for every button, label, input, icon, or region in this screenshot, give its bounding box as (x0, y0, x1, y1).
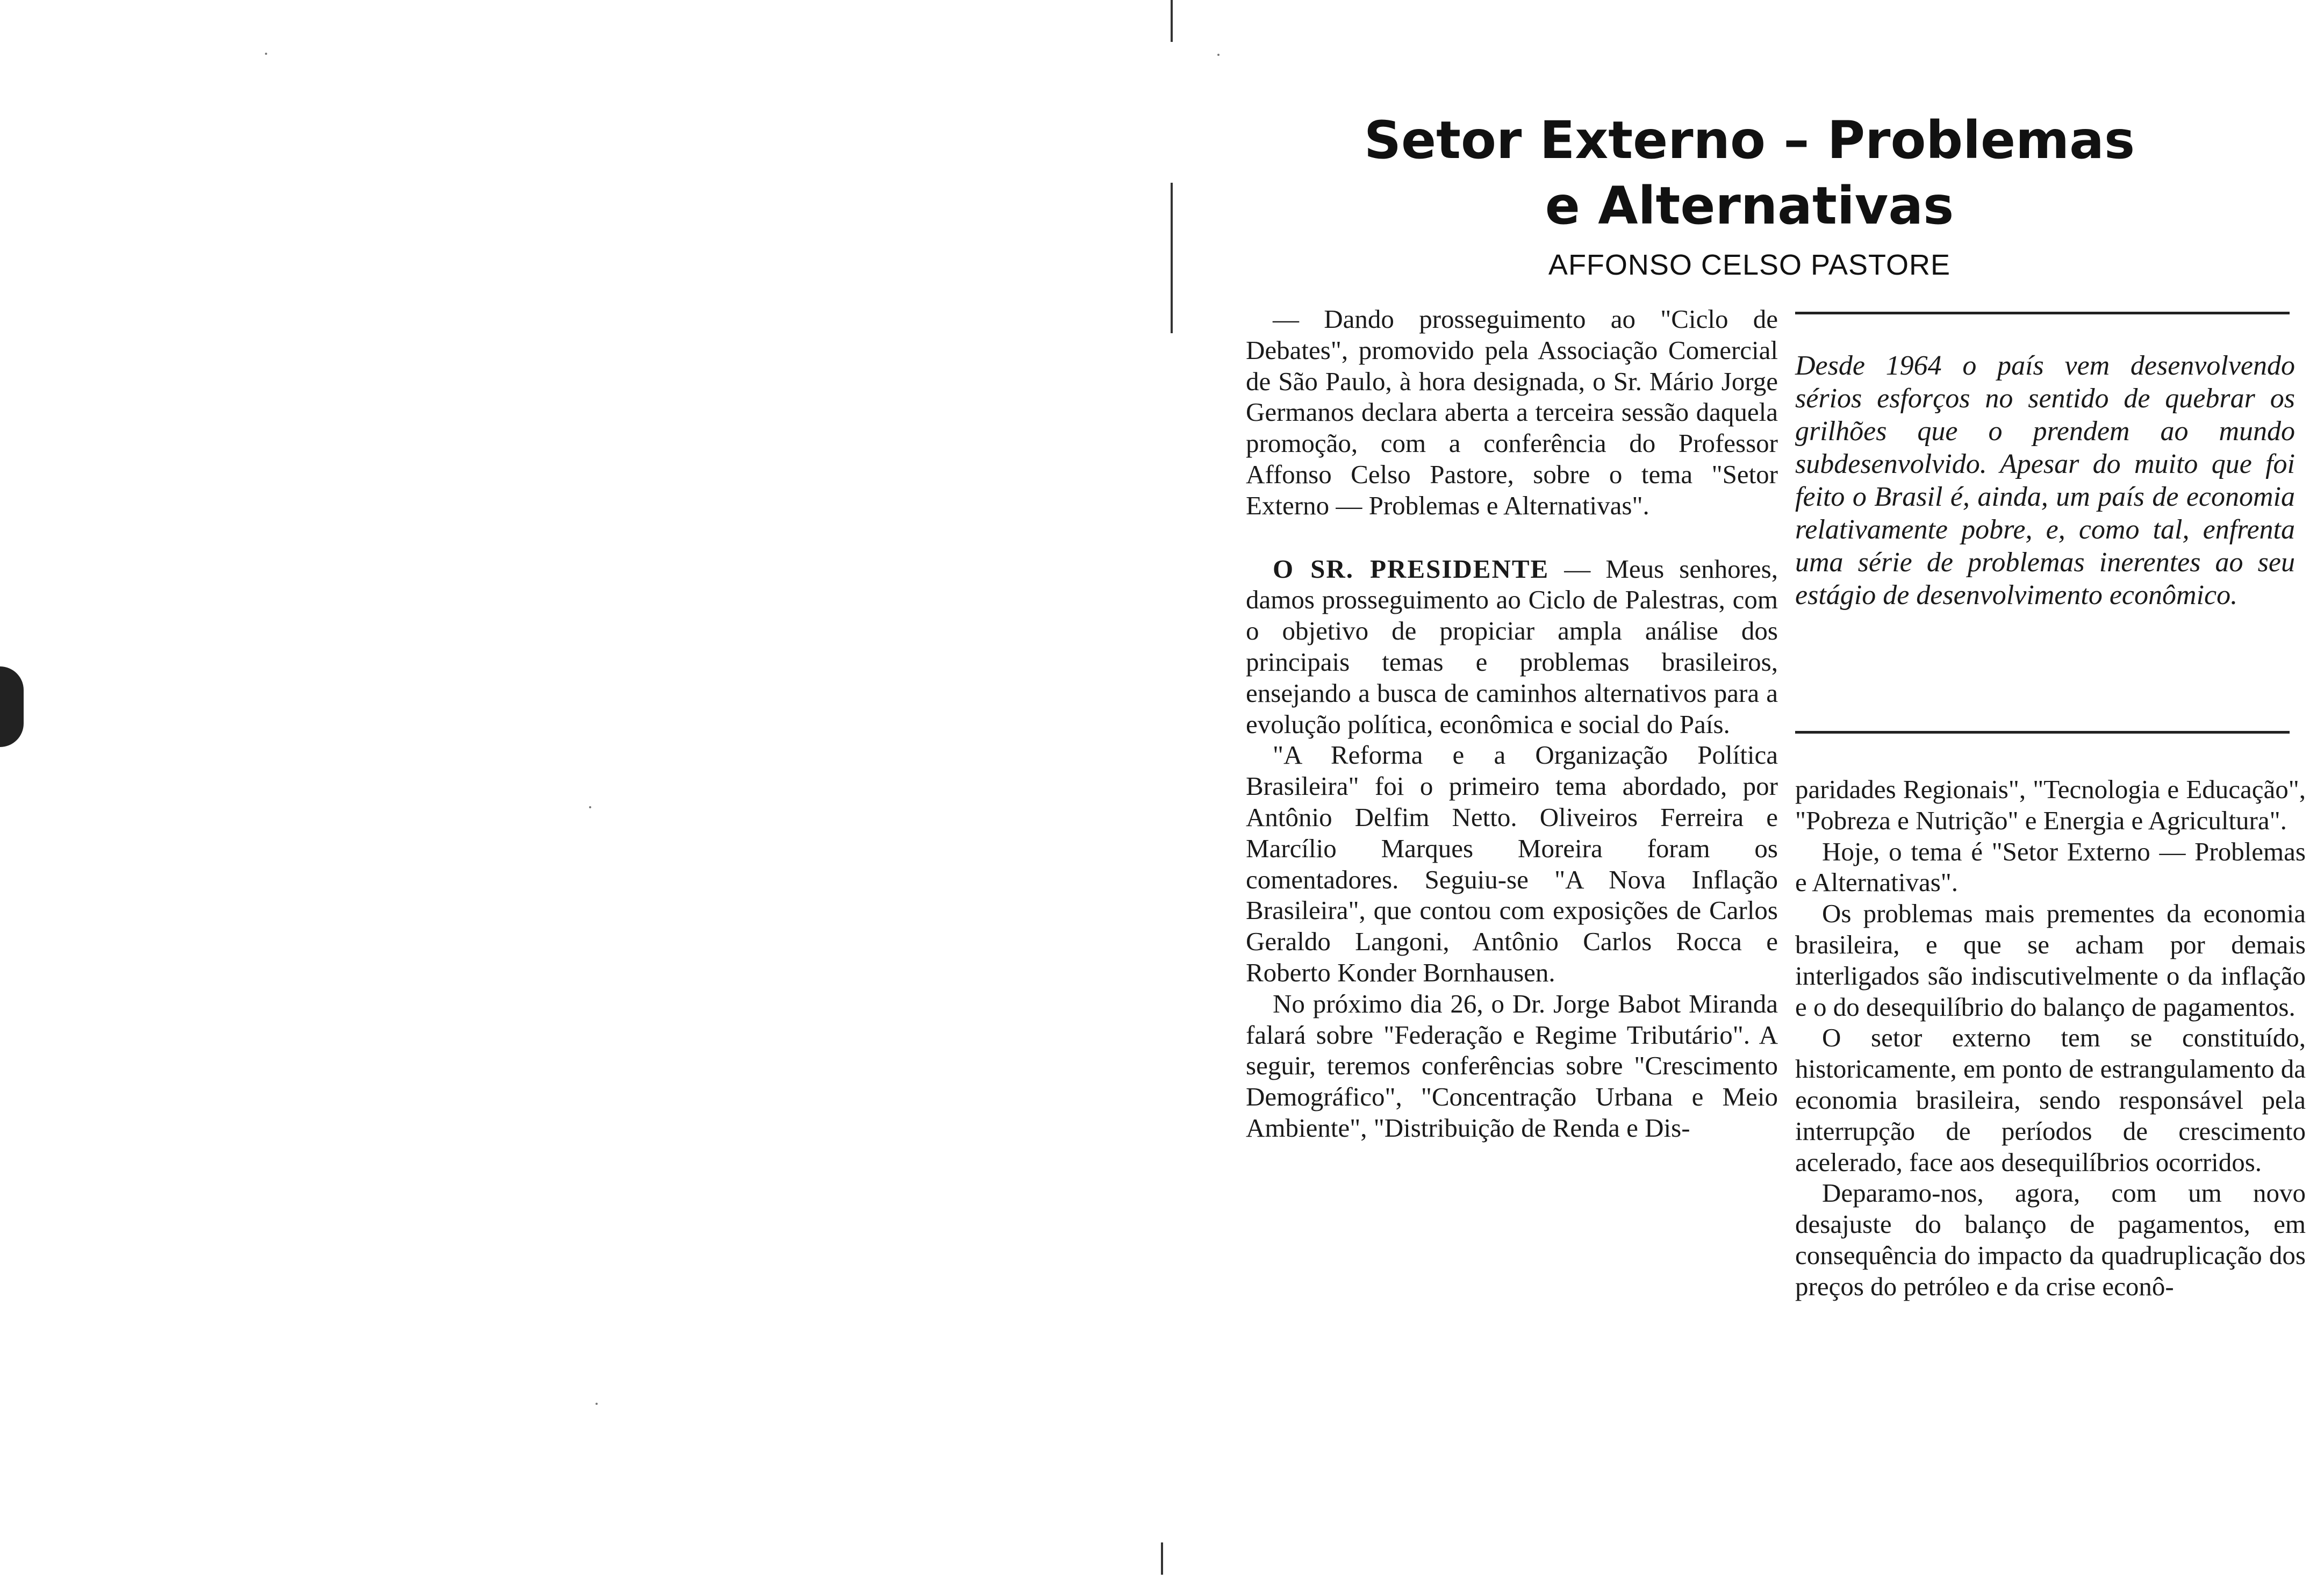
title-line-2: e Alternativas (1545, 176, 1954, 236)
pull-quote: Desde 1964 o país vem desenvolvendo sérios esforços no sentido de quebrar os grilhões que o prendem ao mundo subdesenvolvido. Apesar do muito que foi feito o Brasil é, ainda, um país de economia relativamente pobre, e, como tal, enfrenta uma série de problemas inerentes ao seu estágio de desenvolvimento econômico. (1795, 350, 2295, 611)
body-paragraph: Deparamo-nos, agora, com um novo desajuste do balanço de pagamentos, em consequência do impacto da quadruplicação dos preços do petróleo e da crise econô- (1795, 1178, 2306, 1301)
gutter-line (1171, 0, 1173, 42)
body-paragraph: Os problemas mais prementes da economia brasileira, e que se acham por demais interligados são indiscutivelmente o da inflação e o do desequilíbrio do balanço de pagamentos. (1795, 899, 2306, 1022)
scan-speck (1217, 54, 1220, 56)
body-paragraph: Hoje, o tema é "Setor Externo — Problemas e Alternativas". (1795, 836, 2306, 898)
body-paragraph: paridades Regionais", "Tecnologia e Educação", "Pobreza e Nutrição" e Energia e Agricultura". (1795, 774, 2306, 835)
speaker-text: — Meus senhores, damos prosseguimento ao Ciclo de Palestras, com o objetivo de propiciar ampla análise dos principais temas e problemas brasileiros, ensejando a busca de caminhos alternativos para a evolução política, econômica e social do País. (1246, 554, 1778, 739)
body-paragraph: "A Reforma e a Organização Política Brasileira" foi o primeiro tema abordado, por Antônio Delfim Netto. Oliveiros Ferreira e Marcílio Marques Moreira foram os comentadores. Seguiu-se "A Nova Inflação Brasileira", que contou com exposições de Carlos Geraldo Langoni, Antônio Carlos Rocca e Roberto Konder Bornhausen. (1246, 740, 1778, 987)
article-title (1290, 107, 2209, 239)
speaker-name: O SR. PRESIDENTE (1273, 554, 1550, 584)
quote-bottom-rule (1795, 731, 2290, 734)
president-paragraph (1246, 554, 1778, 740)
body-paragraph: O setor externo tem se constituído, historicamente, em ponto de estrangulamento da economia brasileira, sendo responsável pela interrupção de períodos de crescimento acelerado, face aos desequilíbrios ocorridos. (1795, 1023, 2306, 1177)
article-author: AFFONSO CELSO PASTORE (1548, 249, 1951, 281)
left-column (1246, 304, 1778, 1144)
gutter-line (1171, 183, 1173, 333)
scan-speck (589, 806, 591, 808)
scan-speck (265, 53, 267, 55)
right-column (1795, 774, 2306, 1302)
scan-speck (596, 1403, 598, 1405)
gutter-line (1161, 1542, 1163, 1575)
quote-top-rule (1795, 312, 2290, 314)
intro-paragraph: — Dando prosseguimento ao "Ciclo de Debates", promovido pela Associação Comercial de São Paulo, à hora designada, o Sr. Mário Jorge Germanos declara aberta a terceira sessão daquela promoção, com a conferência do Professor Affonso Celso Pastore, sobre o tema "Setor Externo — Problemas e Alternativas". (1246, 304, 1778, 520)
title-line-1: Setor Externo – Problemas (1364, 110, 2135, 170)
page-edge-mark (0, 666, 24, 747)
body-paragraph: No próximo dia 26, o Dr. Jorge Babot Miranda falará sobre "Federação e Regime Tributário". A seguir, teremos conferências sobre "Crescimento Demográfico", "Concentração Urbana e Meio Ambiente", "Distribuição de Renda e Dis- (1246, 988, 1778, 1143)
